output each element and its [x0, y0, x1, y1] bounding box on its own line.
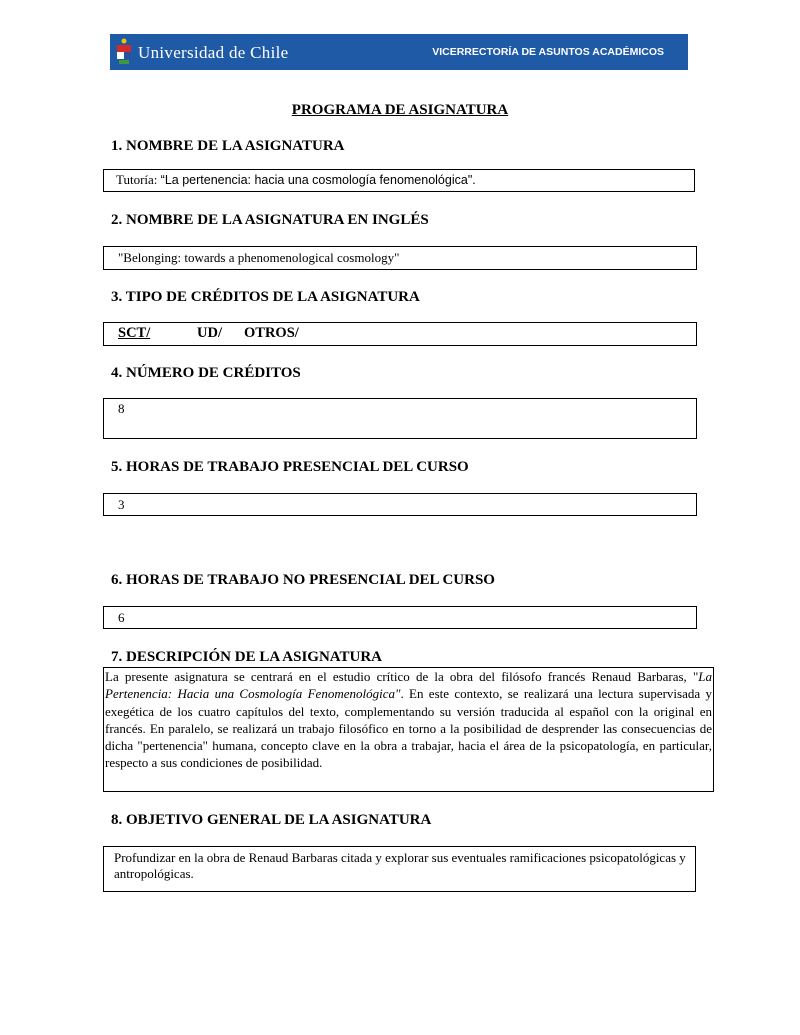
course-name-title: “La pertenencia: hacia una cosmología fenomenológica". — [160, 173, 476, 187]
section-4-heading: 4. NÚMERO DE CRÉDITOS — [111, 365, 301, 381]
university-name: Universidad de Chile — [138, 43, 289, 62]
credit-type-box — [103, 322, 697, 346]
general-objective-value: Profundizar en la obra de Renaud Barbaras citada y explorar sus eventuales ramificaciones psicopatológicas y antropológicas. — [114, 850, 686, 881]
course-name-value — [116, 172, 476, 188]
credit-type-otros: OTROS/ — [244, 325, 299, 341]
course-name-box — [103, 169, 695, 192]
page-title: PROGRAMA DE ASIGNATURA — [291, 102, 509, 118]
course-name-prefix: Tutoría: — [116, 172, 161, 187]
vicerrectoria-label: VICERRECTORÍA DE ASUNTOS ACADÉMICOS — [432, 46, 664, 58]
english-name-value: "Belonging: towards a phenomenological cosmology" — [118, 250, 400, 265]
section-3-heading: 3. TIPO DE CRÉDITOS DE LA ASIGNATURA — [111, 289, 420, 305]
credit-type-sct: SCT/ — [118, 325, 151, 341]
section-5-heading: 5. HORAS DE TRABAJO PRESENCIAL DEL CURSO — [111, 459, 469, 475]
description-text-b: . En este contexto, se realizará una lectura supervisada y exegética de los cuatro capítulos del texto, complementando su versión traducida al español con la original en francés. En paralelo, se realizará un trabajo filosófico en torno a la posibilidad de desprender las consecuencias de dicha "pertenencia" humana, concepto clave en la obra a trabajar, hacia el área de la psicopatología, en particular, respecto a sus condiciones de posibilidad. — [105, 686, 712, 771]
header-banner — [110, 34, 688, 70]
non-presential-hours-value: 6 — [118, 610, 125, 625]
credits-number-box — [103, 398, 697, 439]
credit-type-ud: UD/ — [197, 325, 222, 341]
description-book-title: La Pertenencia: Hacia una Cosmología Fenomenológica" — [105, 669, 712, 702]
section-2-heading: 2. NOMBRE DE LA ASIGNATURA EN INGLÉS — [111, 212, 429, 228]
section-6-heading: 6. HORAS DE TRABAJO NO PRESENCIAL DEL CURSO — [111, 572, 495, 588]
description-box — [103, 667, 714, 792]
credits-number-value: 8 — [118, 401, 125, 416]
university-crest-icon — [116, 38, 132, 66]
presential-hours-value: 3 — [118, 497, 125, 512]
presential-hours-box — [103, 493, 697, 516]
section-8-heading: 8. OBJETIVO GENERAL DE LA ASIGNATURA — [111, 812, 432, 828]
section-7-heading: 7. DESCRIPCIÓN DE LA ASIGNATURA — [111, 649, 383, 665]
description-text-a: La presente asignatura se centrará en el estudio crítico de la obra del filósofo francés Renaud Barbaras, " — [105, 669, 699, 684]
non-presential-hours-box — [103, 606, 697, 629]
general-objective-box — [103, 846, 696, 892]
english-name-box — [103, 246, 697, 270]
section-1-heading: 1. NOMBRE DE LA ASIGNATURA — [111, 138, 345, 154]
